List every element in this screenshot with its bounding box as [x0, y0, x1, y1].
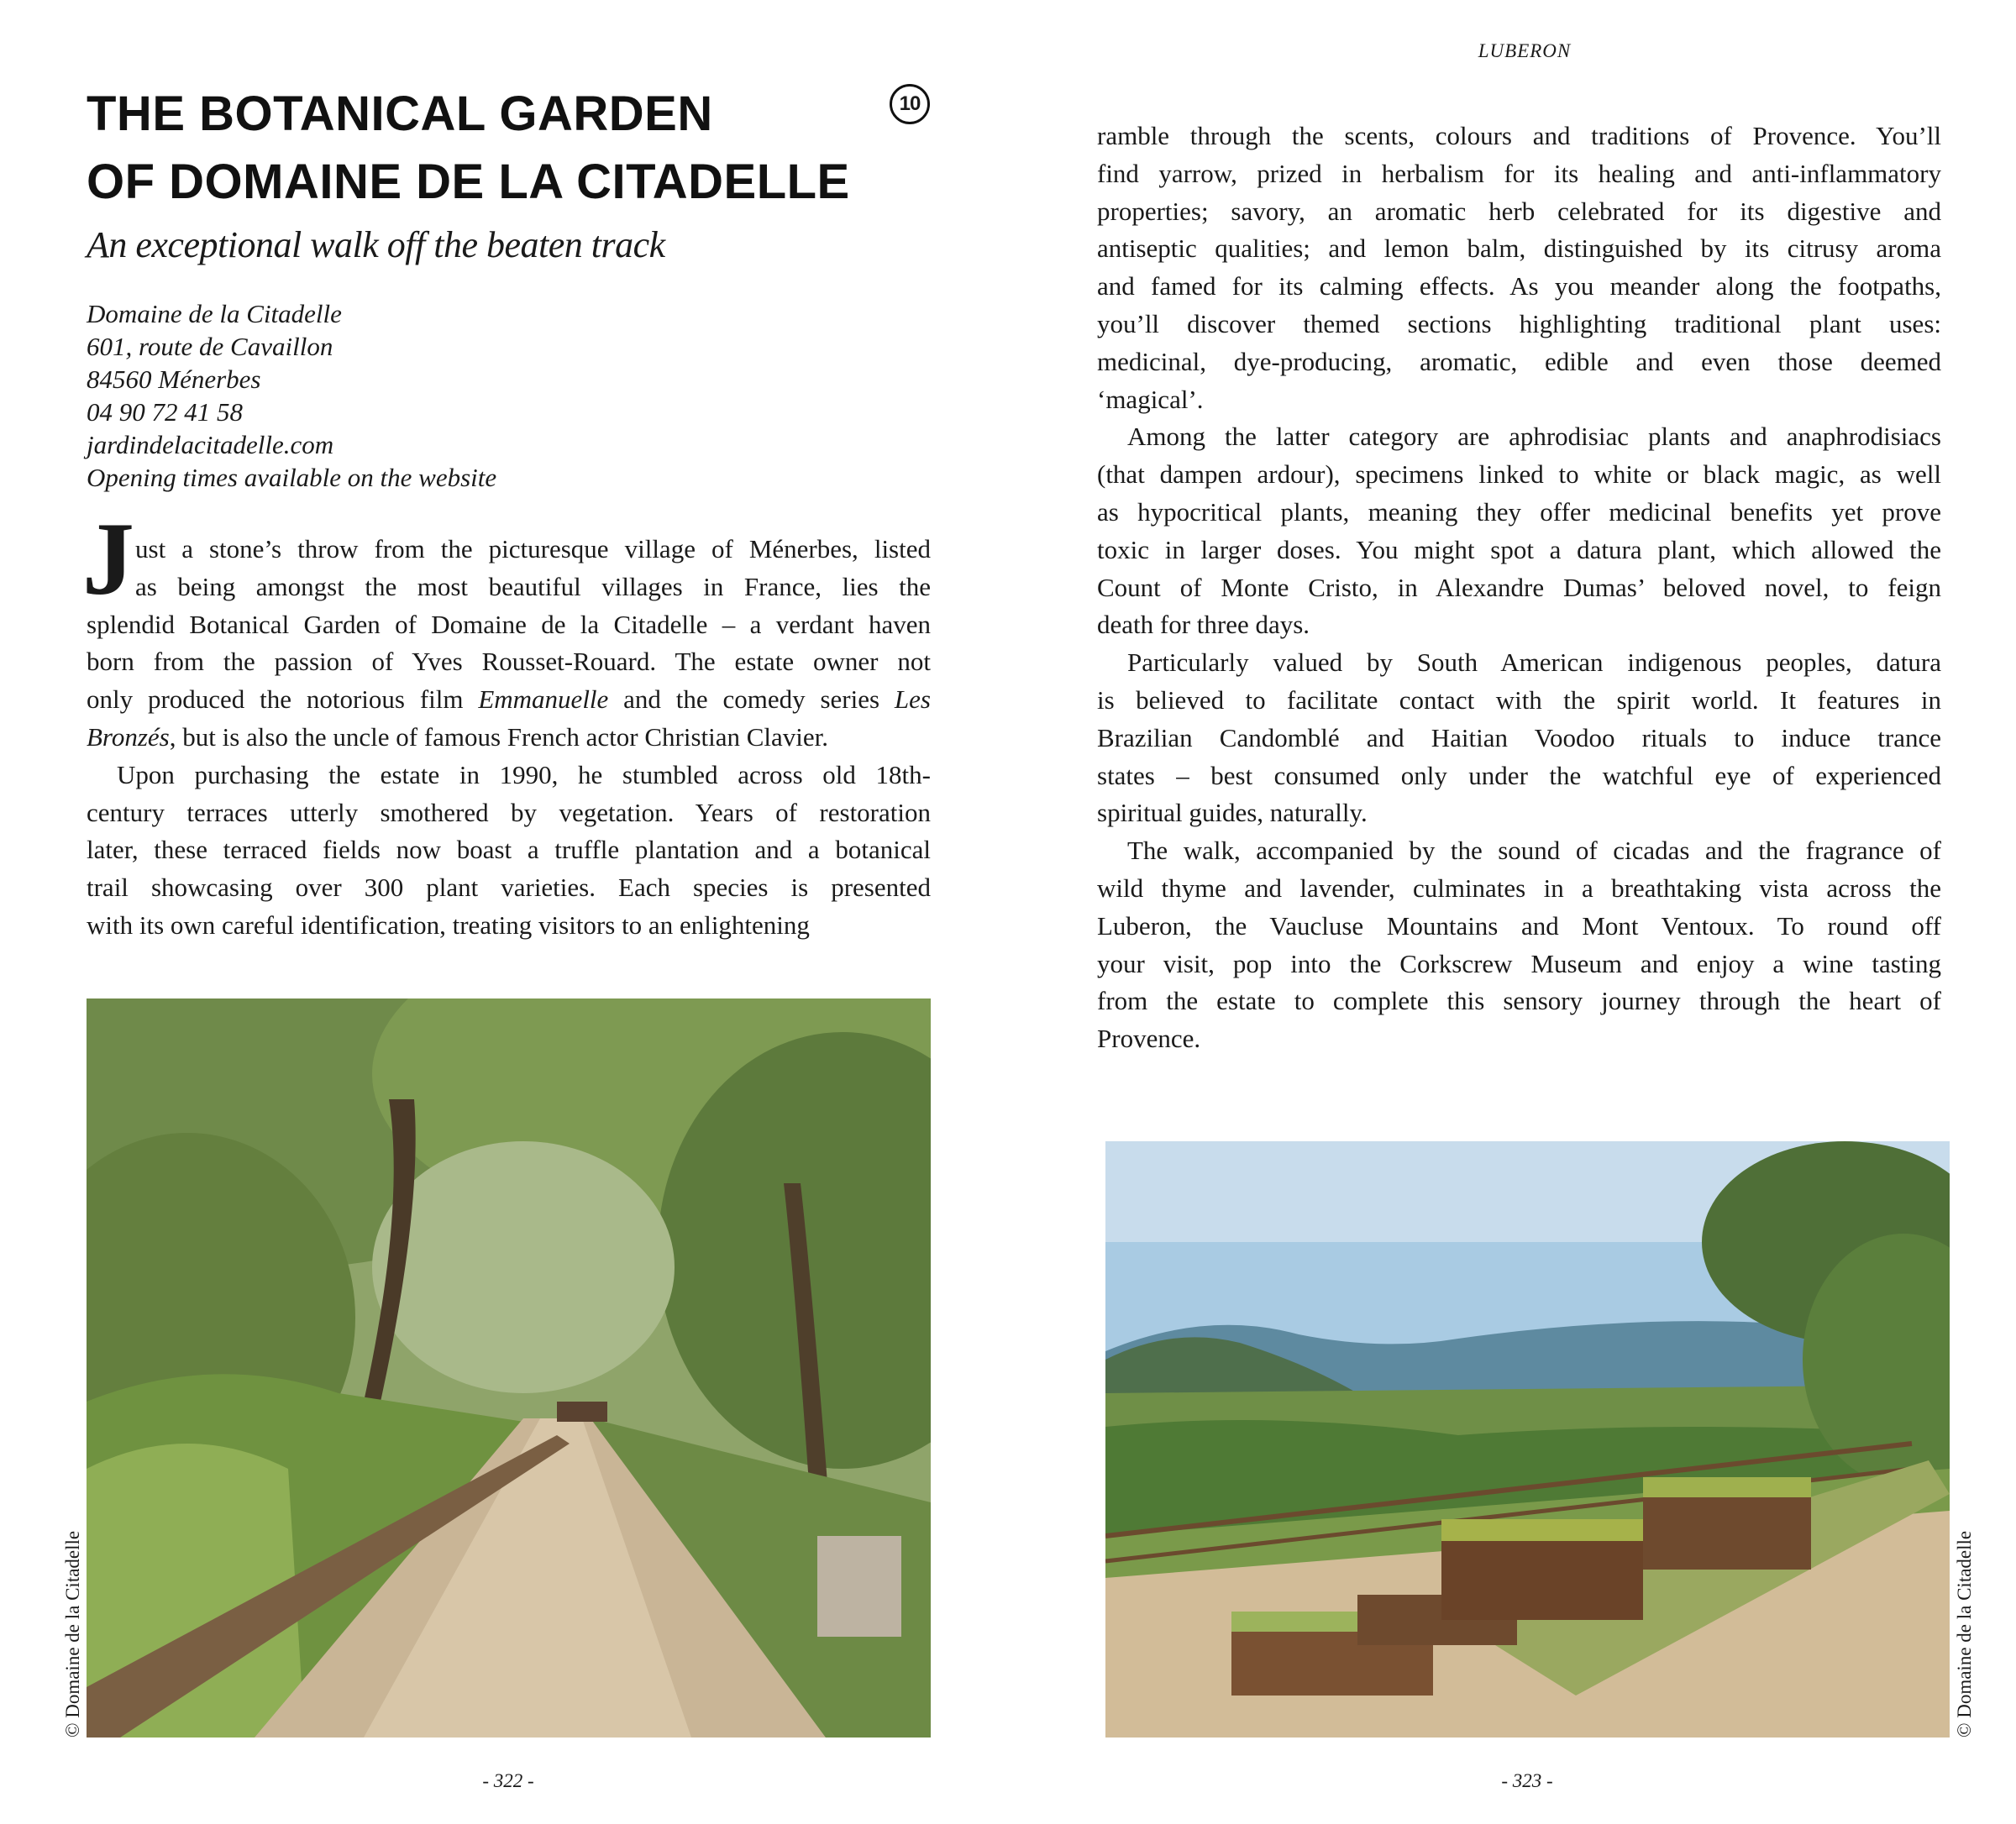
- garden-path-illustration: [87, 998, 931, 1738]
- text-line: Count of Monte Cristo, in Alexandre Dumas’ beloved novel, to feign: [1097, 572, 1941, 602]
- phone-number: 04 90 72 41 58: [87, 397, 243, 427]
- text-segment: , but is also the uncle of famous French actor Christian Clavier.: [169, 721, 829, 752]
- text-line: Provence.: [1097, 1024, 1201, 1054]
- text-line: century terraces utterly smothered by vegetation. Years of restoration: [87, 797, 931, 827]
- page-number: - 322 -: [482, 1770, 534, 1791]
- text-line: toxic in larger doses. You might spot a datura plant, which allowed the: [1097, 534, 1941, 564]
- left-body-text: [87, 531, 931, 945]
- text-line: ust a stone’s throw from the picturesque village of Ménerbes, listed: [135, 534, 931, 563]
- text-line: Particularly valued by South American indigenous peoples, datura: [1127, 647, 1941, 678]
- text-line: The walk, accompanied by the sound of cicadas and the fragrance of: [1127, 836, 1941, 866]
- text-line: states – best consumed only under the watchful eye of experienced: [1097, 760, 1941, 790]
- title-line: THE BOTANICAL GARDEN: [87, 86, 713, 141]
- text-line: splendid Botanical Garden of Domaine de la Citadelle – a verdant haven: [87, 609, 931, 639]
- title-line: OF DOMAINE DE LA CITADELLE: [87, 155, 850, 209]
- paragraph: [1097, 644, 1941, 832]
- paragraph: [87, 531, 931, 757]
- text-line: [87, 719, 931, 757]
- text-line: medicinal, dye-producing, aromatic, edible and even those deemed: [1097, 346, 1941, 376]
- text-line: wild thyme and lavender, culminates in a breathtaking vista across the: [1097, 873, 1941, 903]
- postcode-town: 84560 Ménerbes: [87, 364, 261, 394]
- page-title: [87, 80, 850, 216]
- text-line: with its own careful identification, treating visitors to an enlightening: [87, 909, 810, 940]
- text-line: [87, 681, 931, 719]
- text-line: and famed for its calming effects. As you meander along the footpaths,: [1097, 271, 1941, 301]
- text-line: ramble through the scents, colours and traditions of Provence. You’ll: [1097, 121, 1941, 150]
- text-segment: only produced the notorious film: [87, 684, 479, 715]
- address-block: [87, 297, 496, 494]
- text-line: Upon purchasing the estate in 1990, he stumbled across old 18th-: [117, 759, 931, 789]
- panorama-photo: [1105, 1141, 1950, 1738]
- text-line: later, these terraced fields now boast a truffle plantation and a botanical: [87, 835, 931, 865]
- text-line: Brazilian Candomblé and Haitian Voodoo rituals to induce trance: [1097, 722, 1941, 752]
- right-body-text: [1097, 118, 1941, 1058]
- paragraph: [87, 757, 931, 945]
- text-line: Among the latter category are aphrodisiac plants and anaphrodisiacs: [1127, 422, 1941, 452]
- garden-path-photo: [87, 998, 931, 1738]
- text-line: (that dampen ardour), specimens linked to white or black magic, as well: [1097, 459, 1941, 490]
- italic-title: Emmanuelle: [478, 684, 609, 715]
- paragraph: [1097, 832, 1941, 1058]
- website: jardindelacitadelle.com: [87, 430, 334, 459]
- text-line: death for three days.: [1097, 610, 1310, 640]
- text-segment: and the comedy series: [608, 684, 895, 715]
- panorama-illustration: [1105, 1141, 1950, 1738]
- text-line: is believed to facilitate contact with the spirit world. It features in: [1097, 684, 1941, 715]
- drop-cap: J: [82, 501, 134, 616]
- text-line: ‘magical’.: [1097, 384, 1204, 414]
- running-header: LUBERON: [1478, 40, 1572, 61]
- text-line: as being amongst the most beautiful villages in France, lies the: [135, 571, 931, 601]
- text-line: properties; savory, an aromatic herb celebrated for its digestive and: [1097, 196, 1941, 226]
- text-line: antiseptic qualities; and lemon balm, distinguished by its citrusy aroma: [1097, 233, 1941, 264]
- opening-times: Opening times available on the website: [87, 463, 497, 492]
- text-line: trail showcasing over 300 plant varieties. Each species is presented: [87, 873, 931, 903]
- paragraph: [1097, 418, 1941, 644]
- text-line: born from the passion of Yves Rousset-Rouard. The estate owner not: [87, 647, 931, 677]
- text-line: spiritual guides, naturally.: [1097, 798, 1368, 828]
- text-line: Luberon, the Vaucluse Mountains and Mont Ventoux. To round off: [1097, 910, 1941, 941]
- text-line: you’ll discover themed sections highlighting traditional plant uses:: [1097, 308, 1941, 338]
- photo-credit: © Domaine de la Citadelle: [62, 1530, 83, 1738]
- text-line: from the estate to complete this sensory journey through the heart of: [1097, 986, 1941, 1016]
- photo-credit: © Domaine de la Citadelle: [1954, 1530, 1975, 1738]
- page-number: - 323 -: [1501, 1770, 1553, 1791]
- italic-title: Bronzés: [87, 721, 170, 752]
- italic-title: Les: [894, 684, 931, 715]
- text-line: find yarrow, prized in herbalism for its healing and anti-inflammatory: [1097, 158, 1941, 188]
- street-address: 601, route de Cavaillon: [87, 332, 333, 361]
- text-line: as hypocritical plants, meaning they offer medicinal benefits yet prove: [1097, 496, 1941, 527]
- paragraph: [1097, 118, 1941, 418]
- venue-name: Domaine de la Citadelle: [87, 299, 342, 328]
- entry-number-badge: 10: [890, 84, 930, 124]
- text-line: your visit, pop into the Corkscrew Museum and enjoy a wine tasting: [1097, 948, 1941, 978]
- subtitle: An exceptional walk off the beaten track: [87, 224, 665, 265]
